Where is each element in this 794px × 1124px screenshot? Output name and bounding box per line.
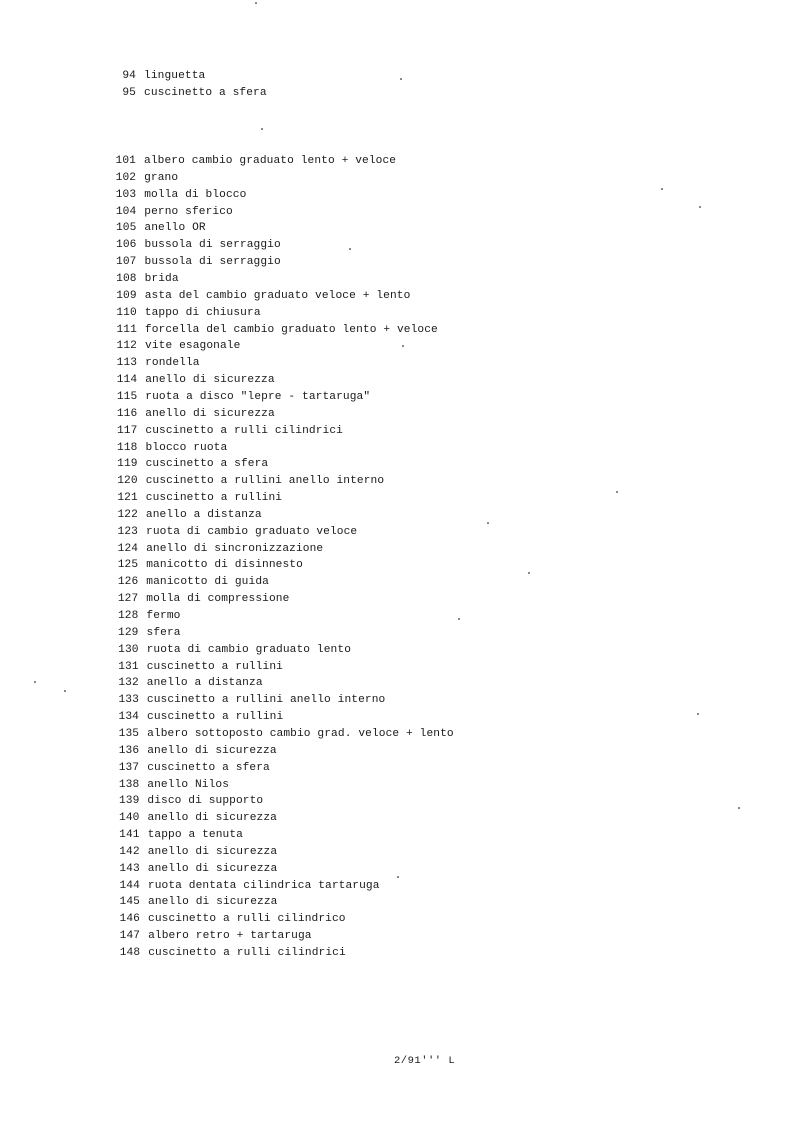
item-description: cuscinetto a rulli cilindrici xyxy=(145,424,343,437)
item-description: cuscinetto a rulli cilindrici xyxy=(148,947,346,959)
item-description: anello di sicurezza xyxy=(145,374,275,387)
item-number: 117 xyxy=(116,424,138,437)
item-number: 132 xyxy=(118,677,139,690)
item-number: 107 xyxy=(116,256,137,269)
item-number: 104 xyxy=(115,205,137,218)
item-description: anello di sicurezza xyxy=(147,862,278,875)
item-number: 121 xyxy=(117,492,138,504)
list-item xyxy=(111,675,263,692)
item-number: 116 xyxy=(116,407,138,420)
item-number: 129 xyxy=(118,626,139,639)
item-description: molla di blocco xyxy=(144,188,247,201)
item-number: 130 xyxy=(118,643,139,656)
item-number: 113 xyxy=(116,357,138,370)
item-number: 143 xyxy=(119,862,140,875)
list-item xyxy=(110,557,303,574)
list-item xyxy=(111,642,351,659)
item-description: anello a distanza xyxy=(145,508,262,521)
list-item xyxy=(109,322,438,339)
item-description: forcella del cambio graduato lento + veloce xyxy=(144,323,438,336)
list-item xyxy=(108,187,246,204)
list-item xyxy=(108,68,205,85)
list-item xyxy=(111,659,283,676)
item-description: disco di supporto xyxy=(147,795,264,808)
list-item xyxy=(109,271,179,288)
list-item xyxy=(109,372,274,389)
item-description: ruota di cambio graduato lento xyxy=(146,643,352,656)
list-item xyxy=(109,254,281,271)
item-number: 101 xyxy=(115,155,136,167)
list-item xyxy=(108,220,205,237)
item-description: anello di sicurezza xyxy=(145,407,275,420)
item-number: 123 xyxy=(117,525,138,538)
list-item xyxy=(109,355,200,372)
scan-speck xyxy=(699,206,701,208)
item-number: 94 xyxy=(122,70,136,82)
item-description: anello OR xyxy=(144,222,206,235)
item-number: 147 xyxy=(119,930,141,943)
list-item xyxy=(111,760,270,777)
item-description: albero sottoposto cambio grad. veloce + lento xyxy=(147,727,454,740)
item-number: 135 xyxy=(118,727,140,740)
item-number: 142 xyxy=(119,845,140,858)
item-number: 144 xyxy=(119,879,140,892)
item-number: 124 xyxy=(117,542,139,555)
item-number: 127 xyxy=(117,593,139,606)
item-description: tappo di chiusura xyxy=(144,306,261,319)
list-item xyxy=(109,338,240,355)
scan-speck xyxy=(458,618,460,620)
list-item xyxy=(112,894,277,911)
item-number: 133 xyxy=(118,694,139,707)
item-number: 122 xyxy=(117,508,138,521)
scan-speck xyxy=(402,345,404,347)
list-item xyxy=(110,608,180,625)
list-item xyxy=(110,541,323,558)
item-description: anello di sicurezza xyxy=(147,845,278,858)
list-item xyxy=(108,85,267,102)
list-item xyxy=(111,793,263,810)
list-item xyxy=(111,777,229,794)
item-number: 140 xyxy=(119,812,140,825)
item-number: 148 xyxy=(119,947,141,959)
item-description: cuscinetto a rullini xyxy=(147,711,284,724)
item-description: cuscinetto a rullini anello interno xyxy=(146,694,386,707)
item-description: vite esagonale xyxy=(145,340,241,353)
item-number: 106 xyxy=(116,239,137,252)
list-item xyxy=(112,810,277,827)
item-number: 108 xyxy=(116,273,137,285)
item-number: 112 xyxy=(116,340,137,353)
item-description: fermo xyxy=(146,610,181,622)
item-number: 134 xyxy=(118,711,139,724)
item-description: cuscinetto a rullini xyxy=(145,492,283,504)
item-number: 111 xyxy=(116,323,137,336)
item-description: bussola di serraggio xyxy=(144,239,281,252)
item-number: 141 xyxy=(119,829,140,841)
scan-speck xyxy=(697,713,699,715)
item-description: linguetta xyxy=(144,70,206,82)
item-description: anello di sicurezza xyxy=(148,896,278,909)
list-item xyxy=(111,726,454,743)
item-description: cuscinetto a rullini xyxy=(146,660,283,673)
item-number: 128 xyxy=(117,610,139,622)
list-item xyxy=(112,945,346,962)
item-number: 145 xyxy=(119,896,140,909)
item-number: 126 xyxy=(117,576,139,589)
item-number: 131 xyxy=(118,660,139,673)
item-description: anello di sincronizzazione xyxy=(146,542,324,555)
item-description: cuscinetto a sfera xyxy=(147,761,270,774)
list-item xyxy=(110,440,228,457)
item-description: albero retro + tartaruga xyxy=(148,930,312,943)
item-number: 105 xyxy=(115,222,137,235)
list-item xyxy=(110,473,384,490)
item-description: ruota di cambio graduato veloce xyxy=(146,525,358,538)
item-description: rondella xyxy=(145,357,200,370)
list-item xyxy=(111,625,181,642)
scan-speck xyxy=(349,248,351,250)
item-description: cuscinetto a rullini anello interno xyxy=(145,475,385,488)
list-item xyxy=(110,591,289,608)
item-description: manicotto di disinnesto xyxy=(146,559,303,572)
item-description: cuscinetto a rulli cilindrico xyxy=(148,913,346,926)
item-description: manicotto di guida xyxy=(146,576,269,589)
list-item xyxy=(109,305,261,322)
item-number: 146 xyxy=(119,913,140,926)
list-item xyxy=(110,456,269,473)
item-description: perno sferico xyxy=(144,205,233,218)
list-item xyxy=(112,928,312,945)
list-item xyxy=(110,524,357,541)
scan-speck xyxy=(261,128,263,130)
list-item xyxy=(108,170,178,187)
item-description: ruota a disco "lepre - tartaruga" xyxy=(145,390,371,403)
item-number: 136 xyxy=(118,744,140,757)
item-description: cuscinetto a sfera xyxy=(144,86,267,99)
item-number: 95 xyxy=(122,86,136,99)
item-description: bussola di serraggio xyxy=(144,256,281,269)
list-item xyxy=(112,844,277,861)
item-number: 138 xyxy=(118,778,140,791)
list-item xyxy=(108,153,396,170)
item-number: 137 xyxy=(118,761,140,774)
list-item xyxy=(110,490,282,507)
item-number: 120 xyxy=(117,475,138,488)
list-item xyxy=(110,507,262,524)
item-description: cuscinetto a sfera xyxy=(145,458,269,471)
list-item xyxy=(111,692,385,709)
item-description: tappo a tenuta xyxy=(147,829,243,841)
item-description: brida xyxy=(144,273,179,285)
list-item xyxy=(112,861,277,878)
page-footer: 2/91''' L xyxy=(394,1055,456,1067)
scan-speck xyxy=(528,572,530,574)
item-description: anello Nilos xyxy=(147,778,230,791)
scan-speck xyxy=(34,681,36,683)
list-item xyxy=(109,423,343,440)
item-description: anello di sicurezza xyxy=(147,812,277,825)
list-item xyxy=(111,743,276,760)
list-item xyxy=(109,389,370,406)
item-description: albero cambio graduato lento + veloce xyxy=(144,155,397,167)
list-item xyxy=(112,878,380,895)
list-item xyxy=(109,406,274,423)
list-item xyxy=(109,288,411,305)
item-number: 115 xyxy=(116,390,138,403)
item-number: 110 xyxy=(116,306,137,319)
item-number: 139 xyxy=(118,795,140,808)
scan-speck xyxy=(738,807,740,809)
scan-speck xyxy=(64,690,66,692)
scan-speck xyxy=(616,491,618,493)
scan-speck xyxy=(255,2,257,4)
scan-speck xyxy=(487,522,489,524)
scan-speck xyxy=(397,876,399,878)
item-description: blocco ruota xyxy=(145,441,228,454)
list-item xyxy=(112,911,346,928)
list-item xyxy=(111,709,283,726)
item-description: anello di sicurezza xyxy=(147,744,277,757)
item-description: asta del cambio graduato veloce + lento xyxy=(144,289,411,302)
item-description: sfera xyxy=(146,626,181,639)
item-number: 102 xyxy=(115,171,137,184)
item-number: 125 xyxy=(117,559,139,572)
item-description: molla di compressione xyxy=(146,593,290,606)
item-number: 119 xyxy=(117,458,138,471)
item-number: 103 xyxy=(115,188,137,201)
list-item xyxy=(109,237,281,254)
list-item xyxy=(110,574,269,591)
item-description: anello a distanza xyxy=(146,677,263,690)
list-item xyxy=(108,204,233,221)
item-number: 114 xyxy=(116,374,138,387)
item-number: 109 xyxy=(116,289,137,302)
scan-speck xyxy=(400,78,402,80)
scan-speck xyxy=(661,188,663,190)
item-description: ruota dentata cilindrica tartaruga xyxy=(147,879,380,892)
item-number: 118 xyxy=(117,441,138,454)
item-description: grano xyxy=(144,171,179,184)
list-item xyxy=(112,827,243,844)
